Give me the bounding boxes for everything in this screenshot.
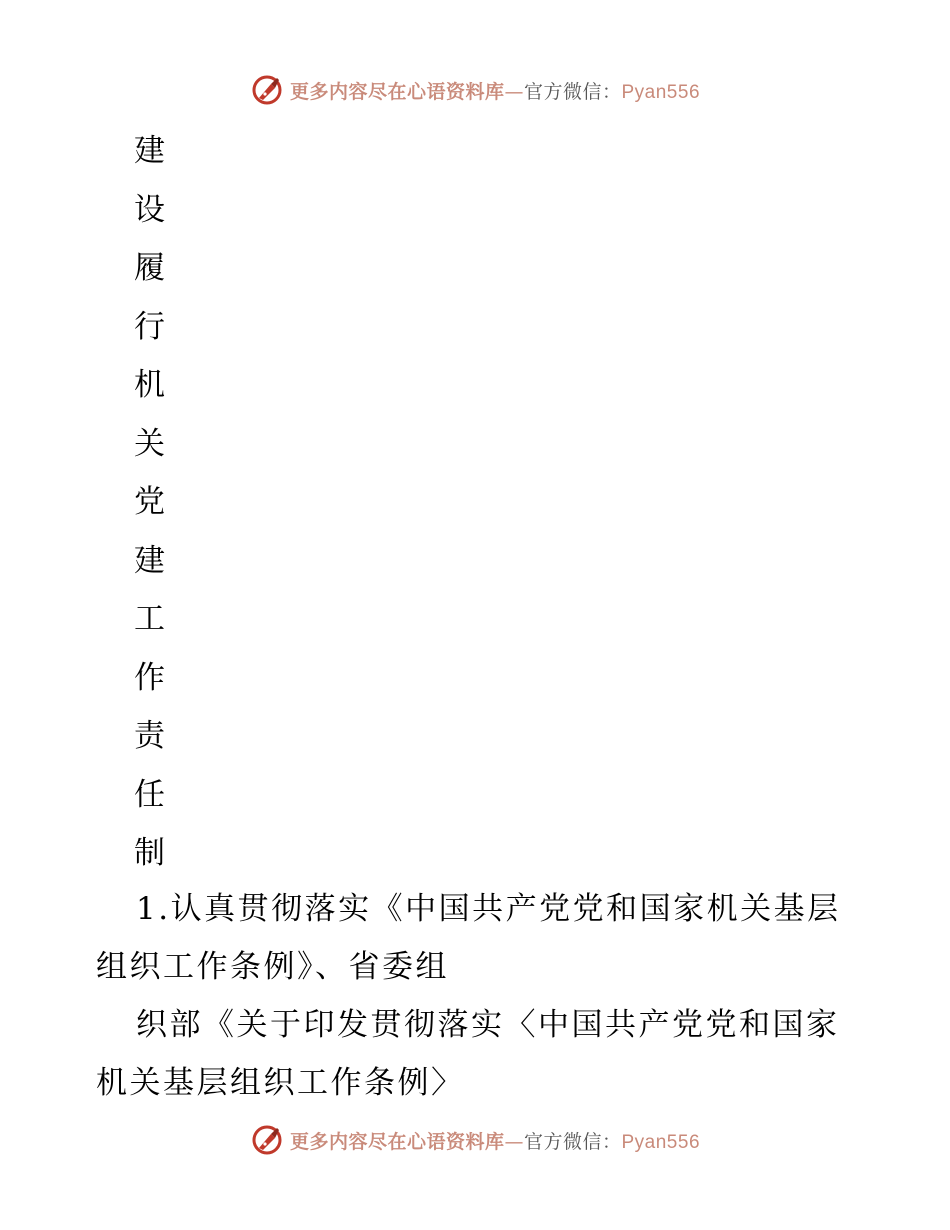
vertical-title: [134, 122, 174, 883]
watermark-wechat-id: Pyan556: [621, 1131, 701, 1153]
title-char: 责: [134, 718, 165, 754]
title-char: 作: [134, 659, 165, 696]
body-text: [96, 880, 856, 1112]
pen-nib-logo-icon: [250, 1123, 284, 1157]
title-char: 关: [134, 425, 165, 462]
watermark-wechat-label: 官方微信：: [523, 1130, 622, 1153]
title-char: 建: [134, 542, 165, 579]
watermark-wechat-id: Pyan556: [621, 81, 701, 103]
watermark-main-text: 更多内容尽在心语资料库: [289, 80, 505, 103]
title-char: 党: [134, 484, 165, 520]
title-char: 建: [134, 133, 165, 169]
watermark-wechat-label: 官方微信：: [523, 80, 622, 103]
title-char: 设: [134, 191, 165, 228]
footer-watermark: [0, 1120, 950, 1160]
header-watermark: [0, 70, 950, 110]
paragraph: 1.认真贯彻落实《中国共产党党和国家机关基层组织工作条例》、省委组: [96, 891, 841, 985]
watermark-main-text: 更多内容尽在心语资料库: [289, 1130, 505, 1153]
title-char: 履: [134, 250, 165, 286]
title-char: 制: [134, 835, 165, 871]
title-char: 工: [134, 601, 165, 637]
title-char: 行: [134, 308, 165, 345]
pen-nib-logo-icon: [250, 73, 284, 107]
title-char: 任: [134, 776, 165, 813]
title-char: 机: [134, 367, 165, 403]
watermark-separator: —: [504, 1130, 524, 1153]
paragraph: 织部《关于印发贯彻落实〈中国共产党党和国家机关基层组织工作条例〉: [96, 1007, 840, 1101]
watermark-separator: —: [504, 80, 524, 103]
